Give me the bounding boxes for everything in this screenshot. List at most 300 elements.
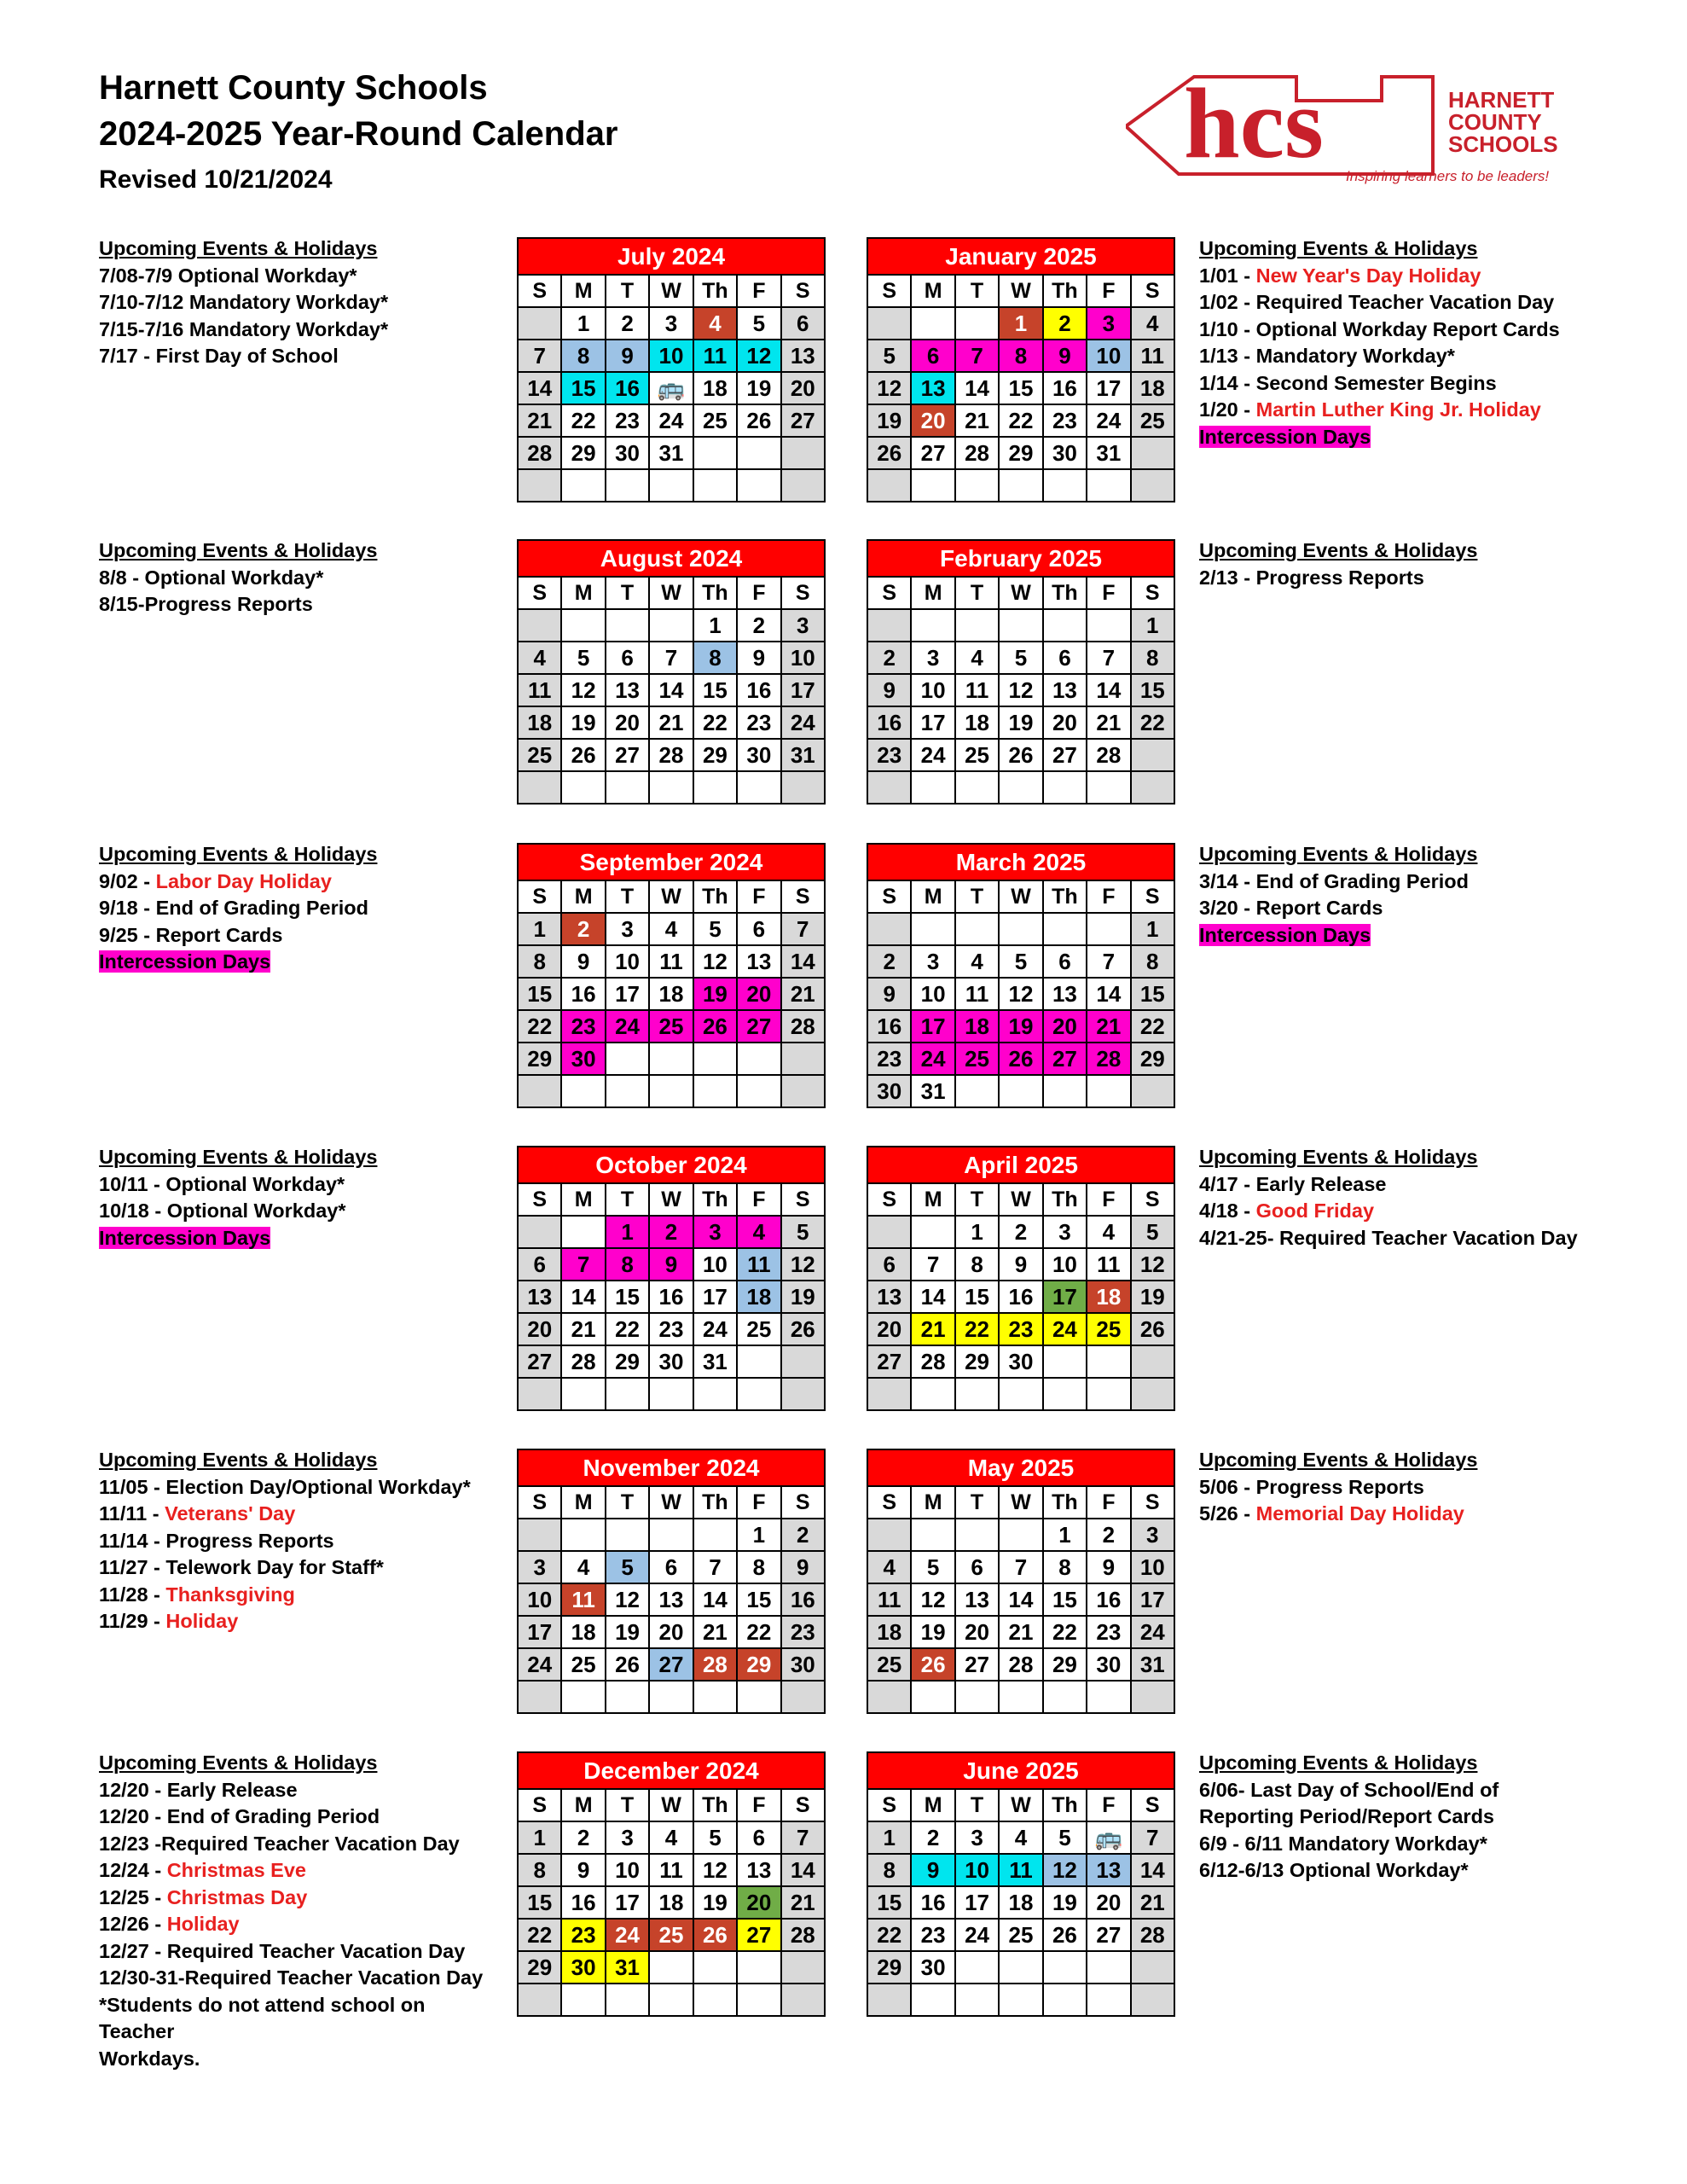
weekday-header: F: [738, 1790, 780, 1821]
month-title: May 2025: [868, 1450, 1174, 1485]
day-cell: 10: [1044, 1249, 1086, 1280]
event-item: [1199, 1501, 1600, 1528]
day-cell: 19: [606, 1617, 648, 1647]
event-item: [1199, 370, 1600, 398]
day-cell: 11: [868, 1584, 910, 1615]
empty-day-cell: [562, 1682, 604, 1712]
day-cell: 31: [912, 1076, 954, 1107]
empty-day-cell: [562, 470, 604, 501]
event-text: 10/18 - Optional Workday*: [99, 1199, 346, 1222]
day-cell: 3: [650, 308, 692, 339]
empty-day-cell: [1087, 772, 1129, 803]
month-day-grid: [519, 276, 824, 501]
empty-day-cell: [1132, 1984, 1174, 2015]
day-cell: 9: [562, 1855, 604, 1885]
day-cell: 3: [1044, 1217, 1086, 1247]
event-text: 11/11 -: [99, 1502, 165, 1525]
day-cell: 14: [782, 1855, 824, 1885]
weekday-header: M: [562, 1790, 604, 1821]
day-cell: 30: [738, 740, 780, 770]
weekday-header: W: [650, 1184, 692, 1215]
event-text: 3/20 - Report Cards: [1199, 897, 1383, 919]
empty-day-cell: [694, 1519, 736, 1550]
weekday-header: Th: [1044, 276, 1086, 306]
empty-day-cell: [1132, 1346, 1174, 1377]
holiday-name: Veterans' Day: [165, 1502, 296, 1525]
day-cell: 29: [868, 1952, 910, 1983]
school-bus-icon: 🚌: [1087, 1822, 1129, 1853]
weekday-header: F: [738, 881, 780, 912]
day-cell: 26: [694, 1011, 736, 1042]
day-cell: 22: [606, 1314, 648, 1345]
day-cell: 14: [1087, 979, 1129, 1009]
empty-day-cell: [606, 470, 648, 501]
day-cell: 10: [606, 1855, 648, 1885]
day-cell: 1: [956, 1217, 998, 1247]
day-cell: 30: [1087, 1649, 1129, 1680]
day-cell: 9: [912, 1855, 954, 1885]
day-cell: 14: [562, 1281, 604, 1312]
day-cell: 14: [650, 675, 692, 706]
event-item: [1199, 1831, 1600, 1858]
day-cell: 25: [956, 1043, 998, 1074]
event-text: 4/18 -: [1199, 1199, 1256, 1222]
empty-day-cell: [738, 1043, 780, 1074]
day-cell: 8: [1132, 642, 1174, 673]
day-cell: 23: [738, 707, 780, 738]
empty-day-cell: [519, 1984, 560, 2015]
day-cell: 31: [1132, 1649, 1174, 1680]
empty-day-cell: [694, 1984, 736, 2015]
day-cell: 11: [956, 979, 998, 1009]
day-cell: 30: [606, 438, 648, 468]
event-text: 1/14 - Second Semester Begins: [1199, 371, 1497, 394]
day-cell: 12: [1000, 675, 1041, 706]
day-cell: 15: [956, 1281, 998, 1312]
weekday-header: M: [912, 881, 954, 912]
day-cell: 22: [1000, 405, 1041, 436]
day-cell: 25: [1000, 1920, 1041, 1950]
events-heading: Upcoming Events & Holidays: [99, 843, 378, 865]
day-cell: 13: [519, 1281, 560, 1312]
day-cell: 16: [868, 1011, 910, 1042]
event-item: [99, 1198, 500, 1225]
weekday-header: T: [606, 276, 648, 306]
day-cell: 6: [1044, 946, 1086, 977]
empty-day-cell: [1044, 1379, 1086, 1409]
day-cell: 21: [562, 1314, 604, 1345]
day-cell: 28: [782, 1920, 824, 1950]
day-cell: 30: [650, 1346, 692, 1377]
empty-day-cell: [1132, 1682, 1174, 1712]
empty-day-cell: [868, 1984, 910, 2015]
empty-day-cell: [1000, 1519, 1041, 1550]
events-list: [99, 537, 500, 619]
day-cell: 18: [1087, 1281, 1129, 1312]
weekday-header: S: [519, 1790, 560, 1821]
day-cell: 4: [956, 946, 998, 977]
day-cell: 5: [1044, 1822, 1086, 1853]
day-cell: 24: [912, 1043, 954, 1074]
holiday-name: Martin Luther King Jr. Holiday: [1255, 398, 1541, 421]
day-cell: 5: [1000, 946, 1041, 977]
event-text: 1/01 -: [1199, 264, 1256, 287]
weekday-header: T: [956, 881, 998, 912]
day-cell: 30: [912, 1952, 954, 1983]
empty-day-cell: [562, 610, 604, 641]
events-list: [99, 1750, 500, 2072]
empty-day-cell: [956, 470, 998, 501]
day-cell: 11: [1132, 340, 1174, 371]
empty-day-cell: [1132, 772, 1174, 803]
empty-day-cell: [694, 1043, 736, 1074]
empty-day-cell: [912, 1379, 954, 1409]
empty-day-cell: [956, 914, 998, 944]
month-day-grid: [519, 1790, 824, 2015]
month-day-grid: [519, 578, 824, 803]
weekday-header: T: [956, 578, 998, 608]
weekday-header: W: [1000, 1790, 1041, 1821]
event-text: 11/27 - Telework Day for Staff*: [99, 1556, 384, 1578]
event-text: 7/08-7/9 Optional Workday*: [99, 264, 357, 287]
weekday-header: W: [1000, 881, 1041, 912]
month-calendar: [517, 237, 826, 502]
month-calendar: [517, 1449, 826, 1714]
day-cell: 9: [868, 675, 910, 706]
day-cell: 28: [650, 740, 692, 770]
day-cell: 18: [1132, 373, 1174, 404]
empty-day-cell: [1000, 1076, 1041, 1107]
day-cell: 25: [650, 1011, 692, 1042]
event-text: 1/13 - Mandatory Workday*: [1199, 345, 1455, 367]
day-cell: 21: [1000, 1617, 1041, 1647]
day-cell: 15: [1132, 979, 1174, 1009]
weekday-header: Th: [1044, 1184, 1086, 1215]
empty-day-cell: [562, 1217, 604, 1247]
empty-day-cell: [1000, 772, 1041, 803]
day-cell: 12: [1132, 1249, 1174, 1280]
day-cell: 29: [956, 1346, 998, 1377]
event-item: [1199, 1804, 1600, 1831]
empty-day-cell: [1087, 1952, 1129, 1983]
event-item: [99, 591, 500, 619]
day-cell: 19: [1000, 707, 1041, 738]
intercession-legend: Intercession Days: [1199, 425, 1371, 448]
day-cell: 23: [1087, 1617, 1129, 1647]
day-cell: 23: [650, 1314, 692, 1345]
day-cell: 30: [1000, 1346, 1041, 1377]
weekday-header: S: [519, 881, 560, 912]
weekday-header: M: [562, 881, 604, 912]
day-cell: 8: [738, 1552, 780, 1583]
day-cell: 28: [912, 1346, 954, 1377]
day-cell: 10: [1087, 340, 1129, 371]
day-cell: 1: [606, 1217, 648, 1247]
day-cell: 2: [650, 1217, 692, 1247]
day-cell: 5: [694, 1822, 736, 1853]
empty-day-cell: [956, 1076, 998, 1107]
events-list: [99, 841, 500, 976]
day-cell: 8: [694, 642, 736, 673]
empty-day-cell: [694, 438, 736, 468]
empty-day-cell: [912, 308, 954, 339]
day-cell: 16: [1087, 1584, 1129, 1615]
day-cell: 7: [694, 1552, 736, 1583]
day-cell: 19: [738, 373, 780, 404]
day-cell: 11: [562, 1584, 604, 1615]
day-cell: 2: [782, 1519, 824, 1550]
empty-day-cell: [1000, 1379, 1041, 1409]
empty-day-cell: [956, 1952, 998, 1983]
events-list: [99, 1447, 500, 1635]
day-cell: 18: [868, 1617, 910, 1647]
empty-day-cell: [606, 610, 648, 641]
holiday-name: Holiday: [165, 1610, 239, 1632]
day-cell: 14: [956, 373, 998, 404]
day-cell: 30: [562, 1043, 604, 1074]
empty-day-cell: [1132, 470, 1174, 501]
event-text: 8/8 - Optional Workday*: [99, 566, 324, 589]
day-cell: 25: [562, 1649, 604, 1680]
day-cell: 28: [694, 1649, 736, 1680]
day-cell: 9: [1044, 340, 1086, 371]
day-cell: 26: [606, 1649, 648, 1680]
day-cell: 9: [1000, 1249, 1041, 1280]
empty-day-cell: [1132, 1076, 1174, 1107]
day-cell: 20: [738, 979, 780, 1009]
day-cell: 12: [606, 1584, 648, 1615]
event-item: [99, 1965, 500, 1992]
day-cell: 11: [956, 675, 998, 706]
day-cell: 13: [1044, 979, 1086, 1009]
empty-day-cell: [868, 470, 910, 501]
empty-day-cell: [1087, 1346, 1129, 1377]
day-cell: 6: [650, 1552, 692, 1583]
weekday-header: M: [912, 1790, 954, 1821]
empty-day-cell: [956, 1379, 998, 1409]
events-list: [1199, 1144, 1600, 1252]
empty-day-cell: [738, 470, 780, 501]
weekday-header: W: [650, 1790, 692, 1821]
day-cell: 24: [956, 1920, 998, 1950]
day-cell: 8: [519, 1855, 560, 1885]
event-item: [99, 1938, 500, 1966]
empty-day-cell: [782, 1682, 824, 1712]
event-item: [99, 1777, 500, 1804]
event-item: [1199, 317, 1600, 344]
logo-name-1: HARNETT: [1448, 87, 1555, 113]
empty-day-cell: [519, 308, 560, 339]
day-cell: 16: [562, 979, 604, 1009]
day-cell: 12: [694, 946, 736, 977]
day-cell: 25: [1132, 405, 1174, 436]
empty-day-cell: [694, 470, 736, 501]
day-cell: 4: [738, 1217, 780, 1247]
empty-day-cell: [1087, 470, 1129, 501]
day-cell: 15: [1000, 373, 1041, 404]
empty-day-cell: [519, 1076, 560, 1107]
empty-day-cell: [912, 914, 954, 944]
empty-day-cell: [694, 1076, 736, 1107]
empty-day-cell: [562, 1519, 604, 1550]
day-cell: 16: [738, 675, 780, 706]
day-cell: 4: [1087, 1217, 1129, 1247]
day-cell: 26: [1044, 1920, 1086, 1950]
event-item: [99, 922, 500, 950]
day-cell: 6: [606, 642, 648, 673]
day-cell: 12: [912, 1584, 954, 1615]
day-cell: 25: [738, 1314, 780, 1345]
day-cell: 18: [519, 707, 560, 738]
day-cell: 7: [519, 340, 560, 371]
empty-day-cell: [912, 610, 954, 641]
day-cell: 26: [868, 438, 910, 468]
empty-day-cell: [956, 1519, 998, 1550]
day-cell: 3: [519, 1552, 560, 1583]
month-day-grid: [519, 881, 824, 1107]
empty-day-cell: [1000, 1984, 1041, 2015]
empty-day-cell: [606, 1043, 648, 1074]
day-cell: 10: [782, 642, 824, 673]
day-cell: 19: [868, 405, 910, 436]
day-cell: 22: [519, 1920, 560, 1950]
weekday-header: S: [1132, 881, 1174, 912]
empty-day-cell: [782, 1043, 824, 1074]
day-cell: 30: [782, 1649, 824, 1680]
intercession-legend: Intercession Days: [99, 1226, 271, 1249]
day-cell: 5: [1000, 642, 1041, 673]
day-cell: 3: [1087, 308, 1129, 339]
event-item: [99, 1501, 500, 1528]
month-calendar: [867, 1751, 1175, 2017]
day-cell: 22: [1132, 707, 1174, 738]
day-cell: 14: [694, 1584, 736, 1615]
event-text: 4/17 - Early Release: [1199, 1172, 1387, 1195]
day-cell: 27: [868, 1346, 910, 1377]
day-cell: 22: [1044, 1617, 1086, 1647]
empty-day-cell: [519, 610, 560, 641]
day-cell: 17: [912, 1011, 954, 1042]
calendar-title: 2024-2025 Year-Round Calendar: [99, 115, 618, 153]
day-cell: 22: [956, 1314, 998, 1345]
day-cell: 23: [912, 1920, 954, 1950]
empty-day-cell: [606, 1519, 648, 1550]
day-cell: 13: [738, 946, 780, 977]
day-cell: 5: [868, 340, 910, 371]
month-title: April 2025: [868, 1147, 1174, 1182]
empty-day-cell: [650, 772, 692, 803]
day-cell: 3: [694, 1217, 736, 1247]
day-cell: 2: [1044, 308, 1086, 339]
empty-day-cell: [956, 1984, 998, 2015]
event-item: [99, 565, 500, 592]
day-cell: 10: [912, 979, 954, 1009]
day-cell: 19: [912, 1617, 954, 1647]
day-cell: 9: [650, 1249, 692, 1280]
day-cell: 1: [694, 610, 736, 641]
day-cell: 23: [782, 1617, 824, 1647]
day-cell: 20: [606, 707, 648, 738]
event-item: [99, 1992, 500, 2046]
empty-day-cell: [956, 308, 998, 339]
day-cell: 24: [694, 1314, 736, 1345]
empty-day-cell: [1044, 1346, 1086, 1377]
day-cell: 24: [650, 405, 692, 436]
weekday-header: Th: [1044, 578, 1086, 608]
empty-day-cell: [1087, 610, 1129, 641]
day-cell: 2: [606, 308, 648, 339]
day-cell: 7: [650, 642, 692, 673]
empty-day-cell: [1132, 1379, 1174, 1409]
weekday-header: M: [912, 276, 954, 306]
day-cell: 9: [1087, 1552, 1129, 1583]
weekday-header: F: [1087, 881, 1129, 912]
day-cell: 21: [912, 1314, 954, 1345]
event-text: 2/13 - Progress Reports: [1199, 566, 1424, 589]
empty-day-cell: [519, 470, 560, 501]
day-cell: 19: [694, 979, 736, 1009]
month-title: October 2024: [519, 1147, 824, 1182]
weekday-header: Th: [694, 276, 736, 306]
events-heading: Upcoming Events & Holidays: [1199, 539, 1478, 561]
month-title: August 2024: [519, 541, 824, 576]
empty-day-cell: [1044, 1952, 1086, 1983]
event-item: [99, 868, 500, 896]
empty-day-cell: [782, 1984, 824, 2015]
intercession-legend: Intercession Days: [99, 950, 271, 973]
day-cell: 16: [912, 1887, 954, 1918]
day-cell: 13: [606, 675, 648, 706]
event-item: [99, 1885, 500, 1912]
weekday-header: S: [1132, 276, 1174, 306]
day-cell: 27: [1044, 740, 1086, 770]
empty-day-cell: [868, 1379, 910, 1409]
day-cell: 7: [912, 1249, 954, 1280]
weekday-header: S: [1132, 1487, 1174, 1518]
empty-day-cell: [1000, 470, 1041, 501]
weekday-header: M: [562, 578, 604, 608]
weekday-header: F: [738, 1184, 780, 1215]
empty-day-cell: [868, 772, 910, 803]
holiday-name: Christmas Eve: [166, 1859, 306, 1881]
day-cell: 4: [519, 642, 560, 673]
weekday-header: T: [956, 1184, 998, 1215]
day-cell: 10: [606, 946, 648, 977]
weekday-header: S: [1132, 1790, 1174, 1821]
event-text: 3/14 - End of Grading Period: [1199, 869, 1469, 892]
day-cell: 28: [782, 1011, 824, 1042]
day-cell: 29: [519, 1043, 560, 1074]
month-calendar: [867, 843, 1175, 1108]
event-text: 9/18 - End of Grading Period: [99, 897, 368, 919]
weekday-header: M: [562, 1487, 604, 1518]
day-cell: 14: [1087, 675, 1129, 706]
day-cell: 18: [650, 1887, 692, 1918]
day-cell: 12: [738, 340, 780, 371]
event-text: 1/10 - Optional Workday Report Cards: [1199, 317, 1560, 340]
weekday-header: M: [562, 276, 604, 306]
events-list: [1199, 1750, 1600, 1885]
month-calendar: [867, 539, 1175, 804]
event-item: [1199, 1777, 1600, 1804]
month-calendar: [867, 1449, 1175, 1714]
day-cell: 21: [1132, 1887, 1174, 1918]
event-text: 9/02 -: [99, 869, 156, 892]
event-text: 11/28 -: [99, 1583, 166, 1606]
day-cell: 2: [1000, 1217, 1041, 1247]
event-item: [99, 949, 500, 976]
empty-day-cell: [956, 610, 998, 641]
